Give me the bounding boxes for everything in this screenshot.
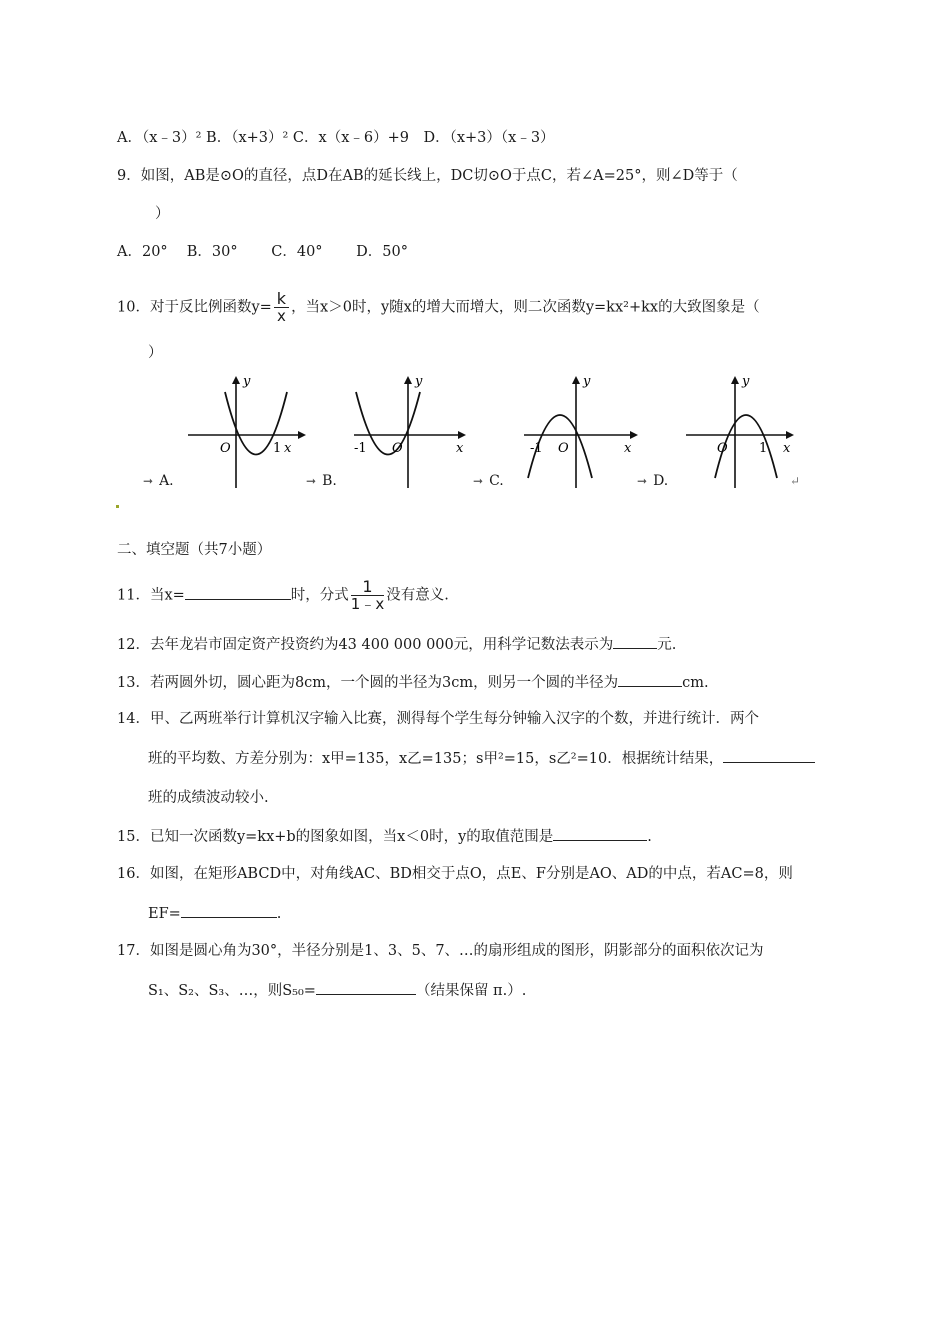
graph-b-y-label: y bbox=[415, 374, 423, 389]
graph-a-x-label: x bbox=[284, 441, 292, 456]
q10-text bbox=[117, 290, 760, 325]
q13-blank[interactable] bbox=[618, 672, 682, 687]
q15 bbox=[117, 826, 652, 847]
return-mark-icon: ↵ bbox=[790, 474, 801, 488]
q17-line1: 17．如图是圆心角为30°，半径分别是1、3、5、7、…的扇形组成的图形，阴影部分的面积依次记为 bbox=[117, 943, 764, 959]
graph-c-tick: -1 bbox=[530, 441, 543, 456]
q12 bbox=[117, 634, 676, 655]
stray-dot bbox=[116, 505, 119, 508]
arrow-icon: ➞ bbox=[306, 474, 317, 488]
q15-prefix: 15．已知一次函数y=kx+b的图象如图，当x＜0时，y的取值范围是 bbox=[117, 829, 554, 845]
q14-blank[interactable] bbox=[723, 748, 815, 763]
q16-blank[interactable] bbox=[181, 903, 277, 918]
q9-close-paren: ） bbox=[155, 206, 170, 222]
graph-b-label: ➞ B. bbox=[306, 473, 337, 489]
q11-blank[interactable] bbox=[185, 585, 291, 600]
q17-prefix: S₁、S₂、S₃、…，则S₅₀= bbox=[148, 983, 316, 999]
graph-a-x-arrow bbox=[298, 431, 306, 439]
q13-prefix: 13．若两圆外切，圆心距为8cm，一个圆的半径为3cm，则另一个圆的半径为 bbox=[117, 675, 619, 691]
graph-c-y-label: y bbox=[583, 374, 591, 389]
graph-d-x-label: x bbox=[783, 441, 791, 456]
graph-a-label: ➞ A. bbox=[143, 473, 174, 489]
q14-line2-text: 班的平均数、方差分别为：x甲=135，x乙=135；s甲²=15，s乙²=10．根据统计结果， bbox=[148, 751, 724, 767]
q11-frac-num: 1 bbox=[351, 578, 384, 596]
q12-prefix: 12．去年龙岩市固定资产投资约为43 400 000 000元，用科学记数法表示为 bbox=[117, 637, 614, 653]
graph-c-x-label: x bbox=[624, 441, 632, 456]
q11-frac-den: 1﹣x bbox=[350, 595, 385, 613]
q16-line1: 16．如图，在矩形ABCD中，对角线AC、BD相交于点O，点E、F分别是AO、AD的中点，若AC=8，则 bbox=[117, 866, 793, 882]
q14-line1: 14．甲、乙两班举行计算机汉字输入比赛，测得每个学生每分钟输入汉字的个数，并进行统计．两个 bbox=[117, 711, 759, 727]
q14-line2 bbox=[148, 748, 815, 769]
graph-a-tick: 1 bbox=[273, 441, 282, 456]
q17-suffix: （结果保留 π.）. bbox=[415, 983, 527, 999]
graph-a-y-arrow bbox=[232, 376, 240, 384]
arrow-icon: ➞ bbox=[637, 474, 648, 488]
q11-prefix: 11．当x= bbox=[117, 587, 185, 604]
q10-frac-den: x bbox=[276, 307, 286, 325]
graph-a bbox=[180, 372, 310, 492]
arrow-icon: ➞ bbox=[473, 474, 484, 488]
q11-suffix: 没有意义. bbox=[386, 587, 449, 604]
q16-line2 bbox=[148, 903, 281, 924]
q10-suffix: ，当x＞0时，y随x的增大而增大，则二次函数y=kx²+kx的大致图象是（ bbox=[291, 299, 760, 316]
q14-line3: 班的成绩波动较小. bbox=[148, 790, 269, 806]
graph-d-y-label: y bbox=[742, 374, 750, 389]
graph-b-origin: O bbox=[392, 441, 403, 456]
q10-prefix: 10．对于反比例函数 bbox=[117, 299, 252, 316]
q17-line2 bbox=[148, 980, 526, 1001]
q13 bbox=[117, 672, 709, 693]
q15-suffix: . bbox=[647, 829, 652, 845]
q8-options: A．（x﹣3）² B．（x+3）² C．x（x﹣6）+9 D．（x+3）（x﹣3） bbox=[117, 130, 555, 146]
q9-options: A．20° B．30° C．40° D．50° bbox=[117, 244, 408, 260]
graph-c-origin: O bbox=[558, 441, 569, 456]
graph-b-tick: -1 bbox=[354, 441, 367, 456]
section-2-title: 二、填空题（共7小题） bbox=[117, 542, 272, 558]
q15-blank[interactable] bbox=[553, 826, 647, 841]
q17-blank[interactable] bbox=[316, 980, 416, 995]
q11 bbox=[117, 578, 449, 613]
q9-text: 9．如图，AB是⊙O的直径，点D在AB的延长线上，DC切⊙O于点C，若∠A=25°，则∠D等于（ bbox=[117, 168, 738, 184]
q10-fraction bbox=[274, 290, 289, 325]
graph-d-label: ➞ D. bbox=[637, 473, 669, 489]
graph-a-y-label: y bbox=[243, 374, 251, 389]
graph-c-label: ➞ C. bbox=[473, 473, 504, 489]
graph-a-origin: O bbox=[220, 441, 231, 456]
arrow-icon: ➞ bbox=[143, 474, 154, 488]
q10-frac-num: k bbox=[274, 290, 289, 308]
graph-b-x-label: x bbox=[456, 441, 464, 456]
q16-suffix: . bbox=[276, 906, 282, 922]
q11-fraction bbox=[351, 578, 384, 613]
q16-prefix: EF= bbox=[148, 906, 181, 922]
graph-d-origin: O bbox=[717, 441, 728, 456]
q10-func-lhs: y= bbox=[251, 299, 272, 316]
q13-suffix: cm. bbox=[682, 675, 709, 691]
q12-blank[interactable] bbox=[613, 634, 657, 649]
graph-c bbox=[518, 372, 648, 492]
graph-b bbox=[348, 372, 478, 492]
graph-d-tick: 1 bbox=[759, 441, 768, 456]
q10-close-paren: ） bbox=[148, 345, 163, 361]
q11-mid: 时，分式 bbox=[290, 587, 349, 604]
q12-suffix: 元. bbox=[657, 637, 677, 653]
